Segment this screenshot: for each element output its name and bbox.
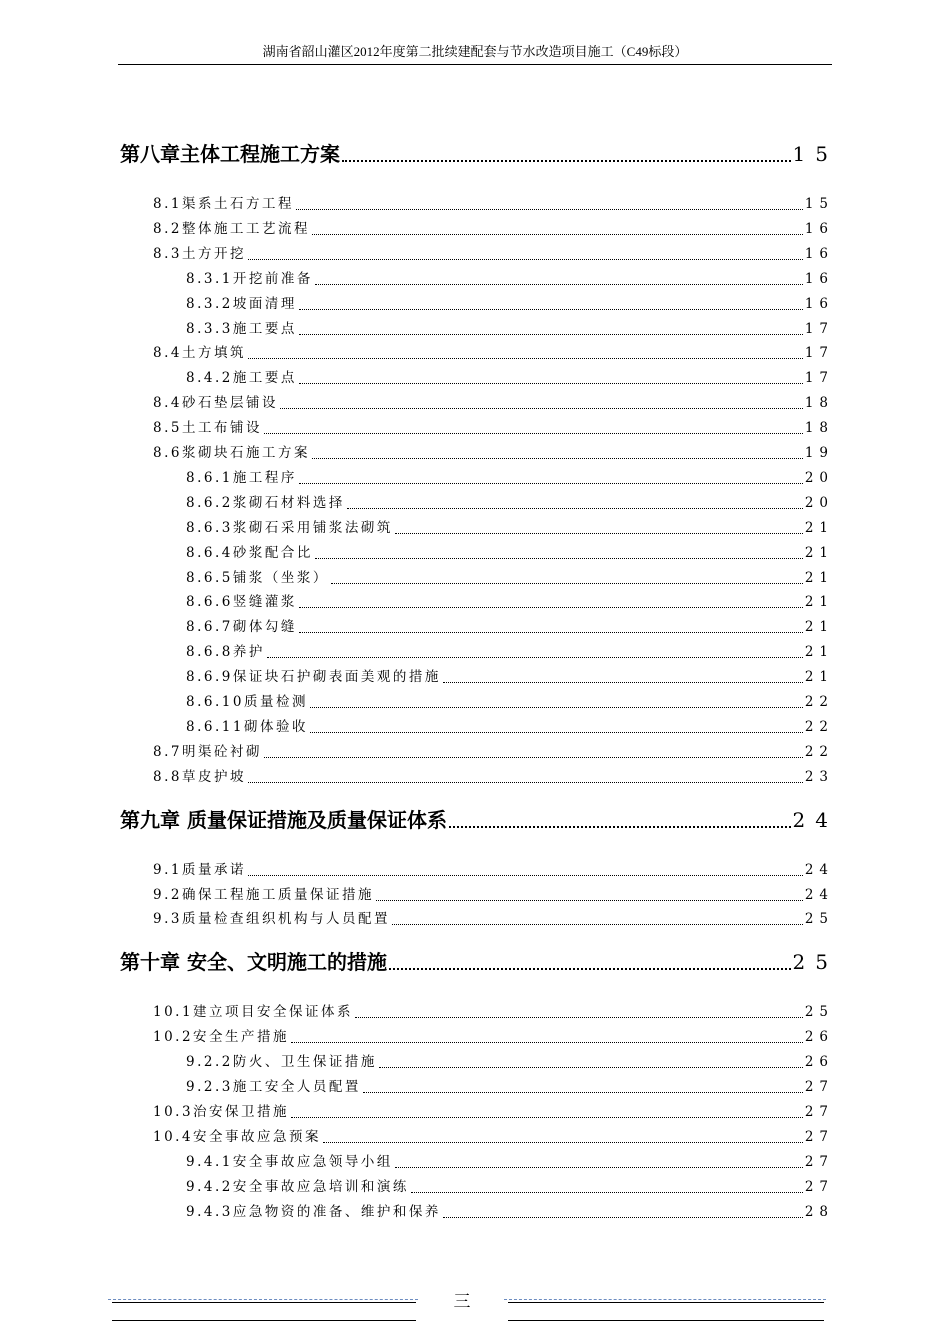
toc-entry-title: 8.6.1施工程序 (186, 469, 297, 486)
toc-chapter-entry[interactable] (120, 948, 838, 976)
toc-entry-title: 8.6.11砌体验收 (186, 718, 308, 735)
toc-entry-title: 8.3.3施工要点 (186, 320, 297, 337)
toc-entry[interactable] (153, 1002, 834, 1022)
toc-leader-dots (248, 875, 803, 876)
toc-chapter-entry[interactable] (120, 140, 838, 168)
toc-entry[interactable] (186, 642, 834, 662)
toc-leader-dots (248, 259, 803, 260)
toc-leader-dots (310, 707, 803, 708)
toc-entry-page: 22 (804, 743, 834, 760)
toc-entry-page: 15 (804, 196, 834, 212)
toc-leader-dots (299, 483, 803, 484)
toc-entry[interactable] (153, 1127, 834, 1147)
toc-entry-title: 8.3土方开挖 (153, 245, 246, 262)
toc-leader-dots (355, 1017, 803, 1018)
toc-entry-page: 23 (804, 768, 834, 785)
toc-entry-title: 9.1质量承诺 (153, 861, 246, 878)
toc-entry[interactable] (186, 269, 834, 289)
toc-entry-page: 26 (804, 1054, 834, 1071)
toc-leader-dots (379, 1067, 803, 1068)
toc-entry-title: 8.6.6竖缝灌浆 (186, 594, 297, 611)
toc-entry[interactable] (186, 294, 834, 314)
toc-entry-page: 19 (804, 445, 834, 461)
toc-entry[interactable] (153, 219, 834, 239)
toc-leader-dots (248, 358, 803, 359)
toc-entry[interactable] (186, 592, 834, 612)
toc-leader-dots (280, 408, 803, 409)
toc-entry[interactable] (186, 717, 834, 737)
toc-entry[interactable] (153, 443, 834, 463)
toc-entry-title: 8.3.2坡面清理 (186, 295, 297, 312)
toc-entry-page: 27 (804, 1103, 834, 1120)
toc-entry-page: 20 (804, 494, 834, 511)
toc-entry-page: 24 (804, 886, 834, 903)
toc-entry-title: 第九章 质量保证措施及质量保证体系 (120, 807, 447, 832)
toc-entry-page: 21 (804, 619, 834, 636)
toc-entry-page: 27 (804, 1153, 834, 1170)
toc-entry[interactable] (186, 368, 834, 388)
toc-entry-title: 8.4砂石垫层铺设 (153, 395, 278, 412)
toc-entry-page: 24 (792, 807, 838, 832)
toc-entry-title: 8.6.9保证块石护砌表面美观的措施 (186, 669, 441, 686)
toc-entry[interactable] (153, 244, 834, 264)
toc-entry[interactable] (186, 568, 834, 588)
toc-entry-title: 9.4.3应急物资的准备、维护和保养 (186, 1203, 441, 1220)
toc-entry[interactable] (153, 909, 834, 929)
toc-entry[interactable] (186, 667, 834, 687)
toc-entry[interactable] (153, 767, 834, 787)
toc-entry-title: 8.8草皮护坡 (153, 768, 246, 785)
toc-entry-page: 28 (804, 1203, 834, 1220)
toc-entry[interactable] (186, 493, 834, 513)
toc-entry-title: 8.6.5铺浆（坐浆） (186, 569, 329, 586)
toc-entry[interactable] (186, 543, 834, 563)
toc-entry-title: 8.4.2施工要点 (186, 370, 297, 387)
toc-entry-page: 16 (804, 220, 834, 237)
toc-entry[interactable] (153, 194, 834, 214)
toc-leader-dots (291, 1042, 803, 1043)
header-rule (118, 64, 832, 65)
toc-entry-page: 15 (792, 142, 838, 166)
toc-entry[interactable] (153, 418, 834, 438)
toc-entry[interactable] (186, 468, 834, 488)
toc-leader-dots (315, 284, 803, 285)
toc-entry-title: 9.4.1安全事故应急领导小组 (186, 1153, 393, 1170)
toc-entry-page: 26 (804, 1029, 834, 1046)
toc-entry-page: 21 (804, 644, 834, 661)
toc-entry-title: 8.6.8养护 (186, 644, 265, 661)
toc-entry[interactable] (153, 742, 834, 762)
toc-leader-dots (363, 1092, 803, 1093)
toc-leader-dots (312, 234, 803, 235)
toc-entry-title: 8.6浆砌块石施工方案 (153, 445, 310, 461)
toc-leader-dots (264, 433, 803, 434)
toc-entry-title: 10.1建立项目安全保证体系 (153, 1004, 354, 1021)
toc-entry-page: 21 (804, 594, 834, 611)
footer-rule (112, 1302, 416, 1303)
toc-entry-title: 8.3.1开挖前准备 (186, 270, 313, 287)
footer-rule (504, 1299, 826, 1300)
toc-entry-page: 22 (804, 718, 834, 735)
toc-entry-title: 9.2.3施工安全人员配置 (186, 1079, 361, 1095)
toc-entry-page: 17 (804, 345, 834, 362)
toc-entry-title: 9.2.2防火、卫生保证措施 (186, 1054, 377, 1071)
toc-entry-page: 18 (804, 395, 834, 412)
toc-entry[interactable] (153, 393, 834, 413)
toc-leader-dots (392, 924, 803, 925)
toc-entry[interactable] (153, 860, 834, 880)
toc-leader-dots (443, 682, 803, 683)
page-header: 湖南省韶山灌区2012年度第二批续建配套与节水改造项目施工（C49标段） (262, 44, 688, 59)
toc-leader-dots (296, 209, 803, 210)
toc-leader-dots (264, 757, 803, 758)
toc-entry-title: 8.5土工布铺设 (153, 420, 262, 437)
toc-leader-dots (310, 732, 803, 733)
toc-leader-dots (389, 968, 791, 970)
footer-rule (508, 1320, 824, 1321)
toc-leader-dots (267, 657, 803, 658)
toc-entry-title: 10.2安全生产措施 (153, 1029, 290, 1046)
toc-entry-title: 8.6.4砂浆配合比 (186, 544, 313, 561)
toc-entry-page: 22 (804, 694, 834, 710)
toc-leader-dots (342, 160, 791, 162)
toc-entry-title: 8.6.7砌体勾缝 (186, 619, 297, 636)
toc-leader-dots (347, 508, 803, 509)
toc-entry-title: 8.7明渠砼衬砌 (153, 743, 262, 760)
toc-entry-page: 21 (804, 669, 834, 686)
toc-entry[interactable] (153, 1102, 834, 1122)
toc-entry-title: 10.4安全事故应急预案 (153, 1128, 322, 1145)
toc-leader-dots (248, 782, 803, 783)
toc-leader-dots (411, 1192, 803, 1193)
toc-entry-title: 第八章主体工程施工方案 (120, 142, 340, 166)
toc-entry-title: 8.2整体施工工艺流程 (153, 220, 310, 237)
toc-entry-page: 25 (804, 911, 834, 928)
toc-entry-title: 9.3质量检查组织机构与人员配置 (153, 911, 390, 928)
toc-entry-page: 27 (804, 1079, 834, 1095)
toc-entry[interactable] (186, 1152, 834, 1172)
toc-entry[interactable] (186, 1077, 834, 1097)
toc-leader-dots (312, 458, 803, 459)
toc-leader-dots (323, 1142, 803, 1143)
toc-entry[interactable] (153, 885, 834, 905)
toc-entry-page: 16 (804, 295, 834, 312)
page-number: 三 (453, 1292, 471, 1312)
toc-entry[interactable] (153, 343, 834, 363)
toc-entry-page: 21 (804, 544, 834, 561)
toc-entry-page: 25 (792, 950, 838, 975)
toc-entry-title: 8.6.2浆砌石材料选择 (186, 494, 345, 511)
toc-leader-dots (395, 533, 803, 534)
toc-entry[interactable] (186, 518, 834, 538)
toc-entry-page: 18 (804, 420, 834, 437)
toc-entry-title: 8.1渠系土石方工程 (153, 196, 294, 212)
toc-leader-dots (331, 583, 803, 584)
toc-entry-title: 8.6.10质量检测 (186, 694, 308, 710)
toc-chapter-entry[interactable] (120, 806, 838, 834)
toc-leader-dots (376, 900, 803, 901)
toc-entry[interactable] (153, 1027, 834, 1047)
toc-entry-page: 27 (804, 1128, 834, 1145)
toc-entry-page: 24 (804, 861, 834, 878)
toc-leader-dots (395, 1167, 803, 1168)
toc-entry[interactable] (186, 617, 834, 637)
toc-leader-dots (299, 334, 803, 335)
toc-entry-page: 17 (804, 370, 834, 387)
toc-entry-title: 8.4土方填筑 (153, 345, 246, 362)
toc-leader-dots (291, 1117, 803, 1118)
footer-rule (508, 1302, 824, 1303)
toc-entry-page: 21 (804, 519, 834, 536)
toc-leader-dots (299, 383, 803, 384)
toc-entry-title: 10.3治安保卫措施 (153, 1103, 290, 1120)
footer-rule (108, 1299, 418, 1300)
toc-entry-title: 第十章 安全、文明施工的措施 (120, 950, 387, 975)
toc-entry[interactable] (186, 1052, 834, 1072)
toc-entry-page: 16 (804, 270, 834, 287)
toc-entry[interactable] (186, 692, 834, 712)
footer-rule (112, 1320, 416, 1321)
toc-entry-page: 27 (804, 1178, 834, 1195)
toc-entry-title: 9.4.2安全事故应急培训和演练 (186, 1178, 409, 1195)
toc-leader-dots (299, 607, 803, 608)
toc-entry-page: 21 (804, 569, 834, 586)
toc-leader-dots (299, 632, 803, 633)
toc-leader-dots (443, 1217, 803, 1218)
toc-entry[interactable] (186, 1202, 834, 1222)
toc-entry[interactable] (186, 319, 834, 339)
toc-leader-dots (449, 826, 791, 828)
toc-entry[interactable] (186, 1177, 834, 1197)
toc-entry-title: 9.2确保工程施工质量保证措施 (153, 886, 374, 903)
toc-leader-dots (299, 309, 803, 310)
toc-entry-page: 16 (804, 245, 834, 262)
toc-entry-title: 8.6.3浆砌石采用铺浆法砌筑 (186, 519, 393, 536)
toc-entry-page: 25 (804, 1004, 834, 1021)
toc-leader-dots (315, 558, 803, 559)
toc-entry-page: 17 (804, 320, 834, 337)
toc-entry-page: 20 (804, 469, 834, 486)
